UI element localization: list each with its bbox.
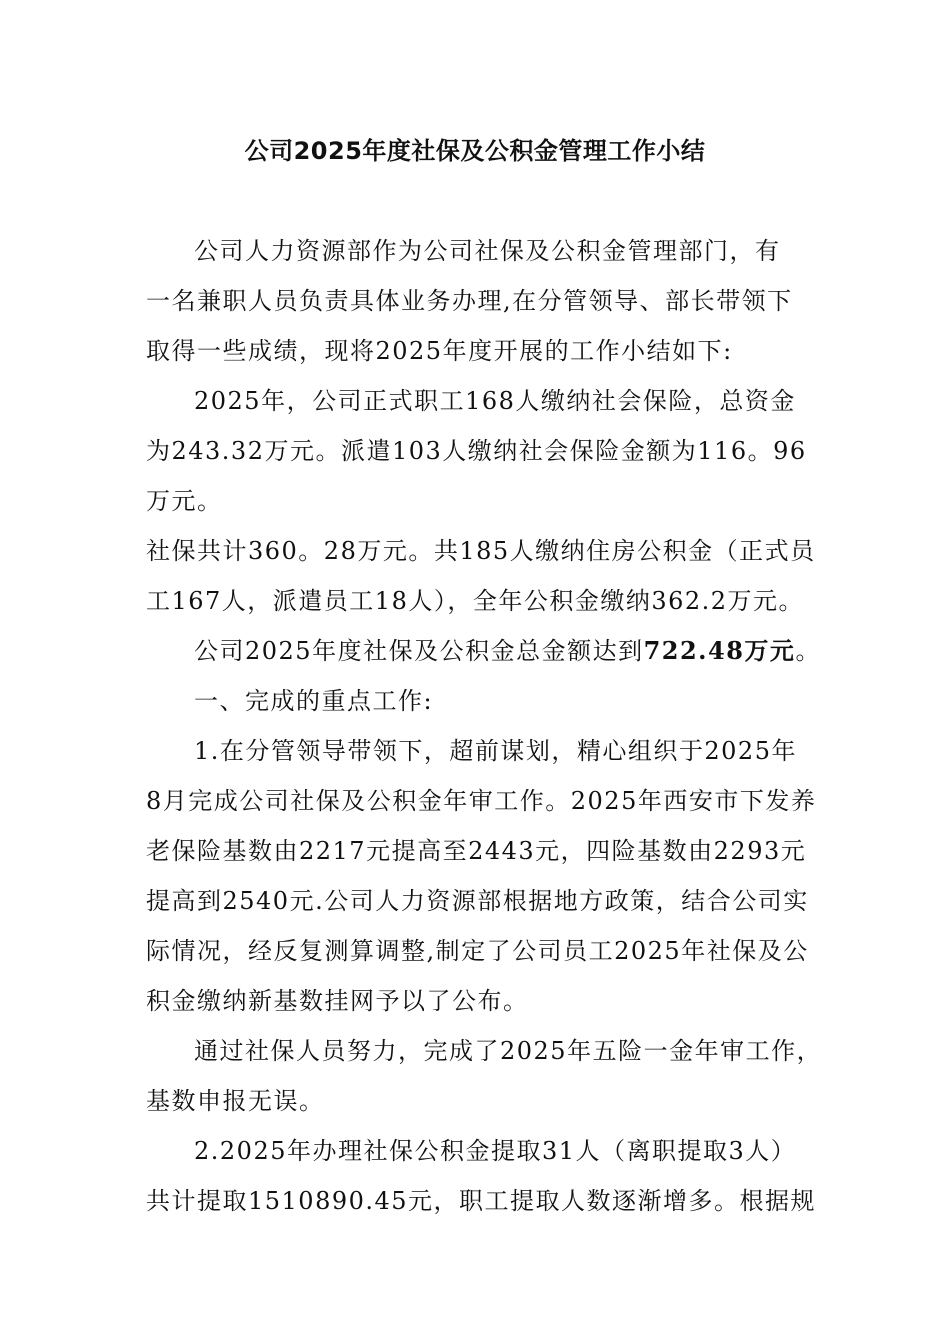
total-amount: 722.48万元 xyxy=(643,636,796,665)
paragraph-line: 为243.32万元。派遣103人缴纳社会保险金额为116。96 xyxy=(146,437,807,465)
paragraph-line: 社保共计360。28万元。共185人缴纳住房公积金（正式员 xyxy=(146,537,816,565)
paragraph-line: 万元。 xyxy=(146,487,223,515)
paragraph-line: 公司人力资源部作为公司社保及公积金管理部门，有 xyxy=(194,237,781,265)
paragraph-line: 际情况，经反复测算调整,制定了公司员工2025年社保及公 xyxy=(146,937,809,965)
paragraph-line: 一名兼职人员负责具体业务办理,在分管领导、部长带领下 xyxy=(146,287,793,315)
document-body xyxy=(146,226,823,1226)
paragraph-line: 取得一些成绩，现将2025年度开展的工作小结如下: xyxy=(146,337,733,365)
document-title: 公司2025年度社保及公积金管理工作小结 xyxy=(244,137,706,165)
section-heading: 一、完成的重点工作: xyxy=(194,687,434,715)
paragraph-line: 共计提取1510890.45元，职工提取人数逐渐增多。根据规 xyxy=(146,1187,817,1215)
paragraph-line: 基数申报无误。 xyxy=(146,1087,325,1115)
paragraph-line: 8月完成公司社保及公积金年审工作。2025年西安市下发养 xyxy=(146,787,817,815)
paragraph-line: 积金缴纳新基数挂网予以了公布。 xyxy=(146,987,529,1015)
paragraph-line: 提高到2540元.公司人力资源部根据地方政策，结合公司实 xyxy=(146,887,809,915)
paragraph-line: 通过社保人员努力，完成了2025年五险一金年审工作， xyxy=(194,1037,823,1065)
paragraph-total-line xyxy=(146,626,821,676)
total-prefix: 公司2025年度社保及公积金总金额达到 xyxy=(194,637,644,665)
paragraph-line: 1.在分管领导带领下，超前谋划，精心组织于2025年 xyxy=(194,737,797,765)
paragraph-line: 老保险基数由2217元提高至2443元，四险基数由2293元 xyxy=(146,837,807,865)
total-suffix: 。 xyxy=(795,637,821,665)
paragraph-line: 2.2025年办理社保公积金提取31人（离职提取3人） xyxy=(194,1137,797,1165)
paragraph-line: 工167人，派遣员工18人），全年公积金缴纳362.2万元。 xyxy=(146,587,805,615)
paragraph-line: 2025年，公司正式职工168人缴纳社会保险，总资金 xyxy=(194,387,796,415)
